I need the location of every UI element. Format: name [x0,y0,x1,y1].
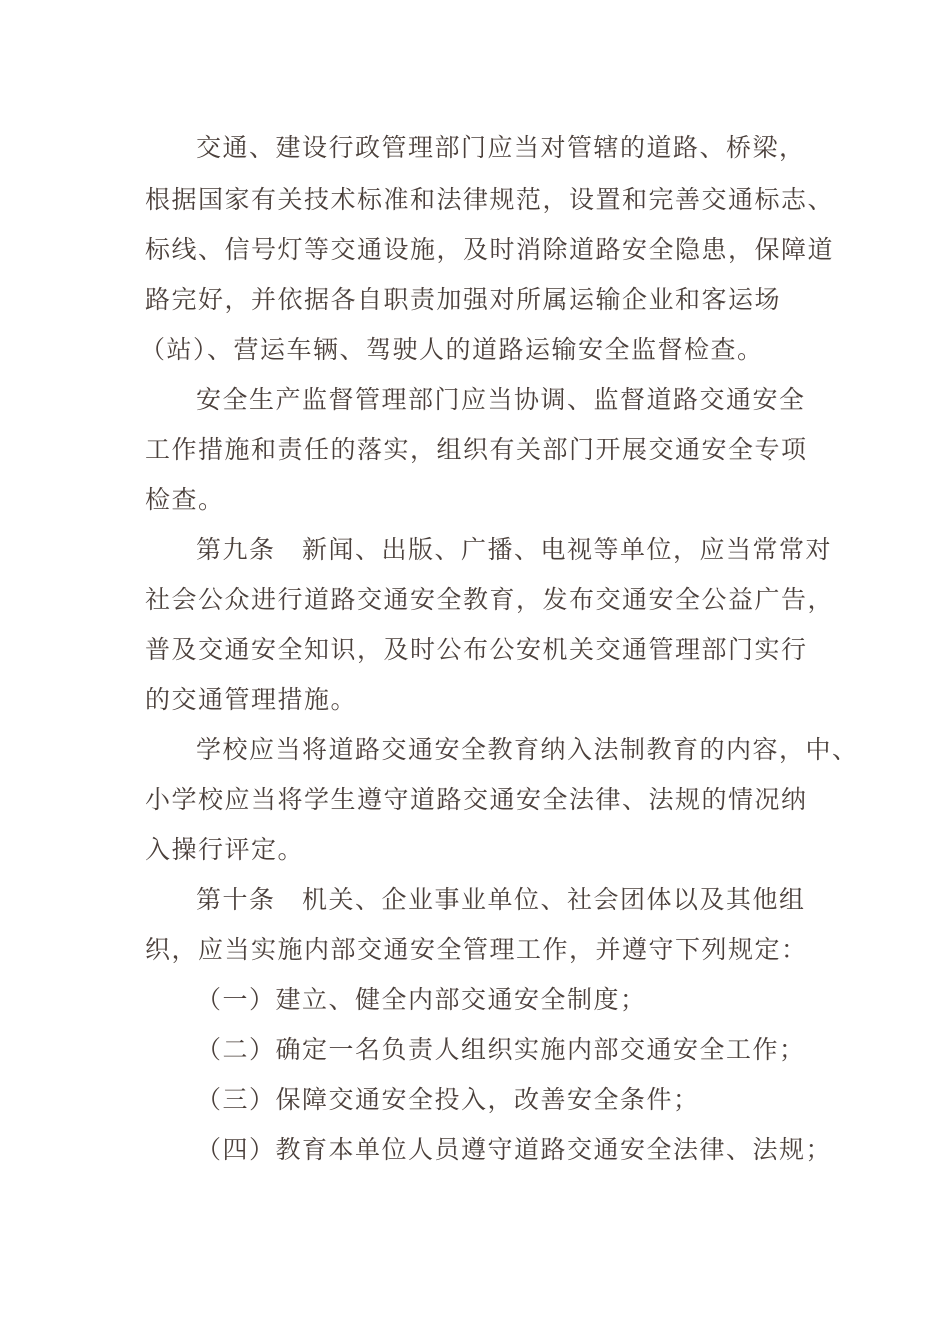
paragraph-line: 工作措施和责任的落实，组织有关部门开展交通安全专项 [145,435,808,464]
paragraph-line: 交通、建设行政管理部门应当对管辖的道路、桥梁， [196,133,806,162]
paragraph-line: 普及交通安全知识，及时公布公安机关交通管理部门实行 [145,635,808,664]
paragraph-line: 织，应当实施内部交通安全管理工作，并遵守下列规定： [145,935,808,964]
article-line: 第九条 新闻、出版、广播、电视等单位，应当常常对 [196,535,833,564]
list-item: （一）建立、健全内部交通安全制度； [196,985,647,1014]
paragraph-line: 学校应当将道路交通安全教育纳入法制教育的内容，中、 [196,735,859,764]
paragraph-line: 检查。 [145,485,225,514]
paragraph-line: 社会公众进行道路交通安全教育，发布交通安全公益广告， [145,585,835,614]
paragraph-line: （站）、营运车辆、驾驶人的道路运输安全监督检查。 [140,335,764,364]
paragraph-line: 小学校应当将学生遵守道路交通安全法律、法规的情况纳 [145,785,808,814]
article-line: 第十条 机关、企业事业单位、社会团体以及其他组 [196,885,806,914]
paragraph-line: 入操行评定。 [145,835,305,864]
paragraph-line: 路完好，并依据各自职责加强对所属运输企业和客运场 [145,285,782,314]
paragraph-line: 的交通管理措施。 [145,685,358,714]
list-item: （三）保障交通安全投入，改善安全条件； [196,1085,700,1114]
paragraph-line: 标线、信号灯等交通设施，及时消除道路安全隐患，保障道 [145,235,835,264]
paragraph-line: 安全生产监督管理部门应当协调、监督道路交通安全 [196,385,806,414]
paragraph-line: 根据国家有关技术标准和法律规范，设置和完善交通标志、 [145,185,835,214]
list-item: （四）教育本单位人员遵守道路交通安全法律、法规； [196,1135,833,1164]
list-item: （二）确定一名负责人组织实施内部交通安全工作； [196,1035,806,1064]
